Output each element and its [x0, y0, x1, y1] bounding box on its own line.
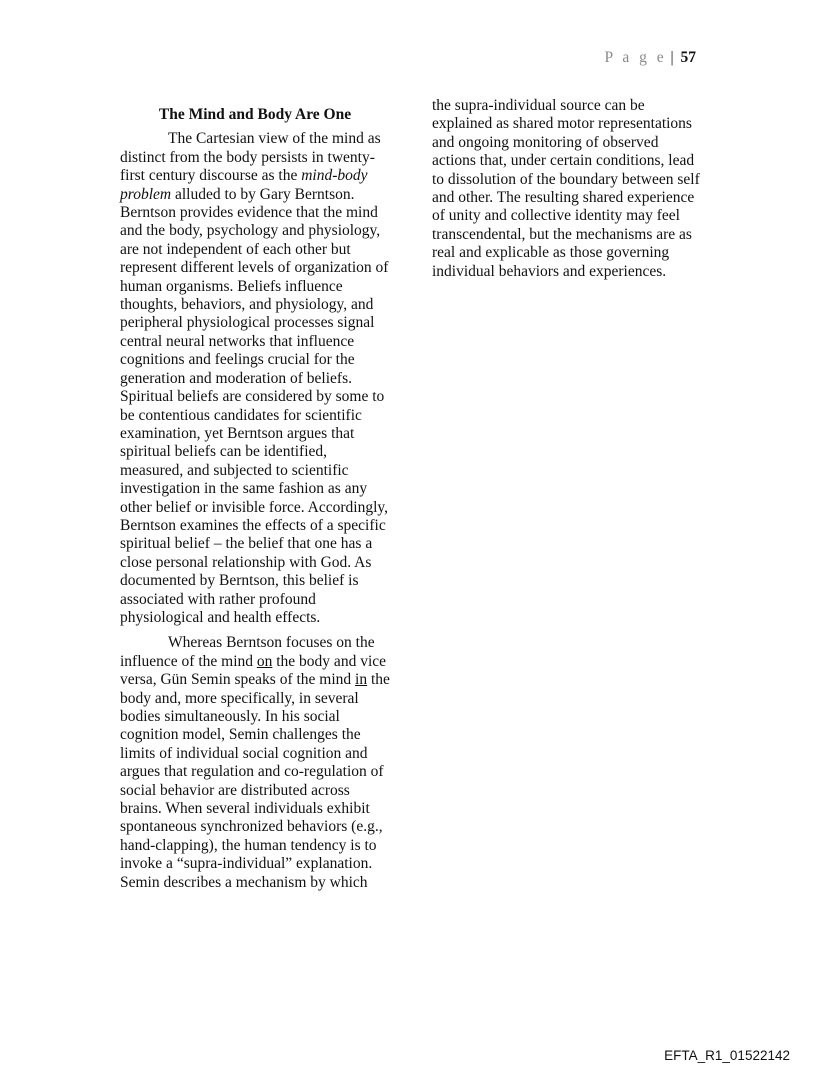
underlined-text: in: [355, 671, 368, 689]
right-column: [432, 97, 702, 288]
paragraph: the supra-individual source can be explained as shared motor representations and ongoing monitoring of observed actions that, under certain conditions, lead to dissolution of the boundary between self and other. The resulting shared experience of unity and collective identity may feel transcendental, but the mechanisms are as real and explicable as those governing individual behaviors and experiences.: [432, 97, 700, 280]
paragraph-text: The Cartesian view of the mind as distinct from the body persists in twenty-first century discourse as the: [120, 130, 381, 185]
emphasis-text: mind-body problem: [120, 167, 368, 203]
underlined-text: on: [256, 652, 273, 670]
page-header: [604, 49, 696, 67]
page-separator: |: [670, 49, 674, 66]
page-label: P a g e: [604, 49, 667, 66]
left-column: [120, 97, 390, 899]
paragraph: [120, 634, 390, 892]
section-heading: The Mind and Body Are One: [158, 106, 352, 123]
paragraph-text: the body and vice versa, Gün Semin speaks of the mind: [120, 652, 387, 689]
paragraph: [120, 130, 390, 627]
paragraph-text: Whereas Berntson focuses on the influence of the mind: [120, 634, 375, 670]
document-id: EFTA_R1_01522142: [664, 1048, 790, 1063]
page-number: 57: [680, 49, 696, 66]
paragraph-text: alluded to by Gary Berntson. Berntson provides evidence that the mind and the body, psychology and physiology, are not independent of each other but represent different levels of organization of human organisms. Beliefs influence thoughts, behaviors, and physiology, and peripheral physiological processes signal central neural networks that influence cognitions and feelings crucial for the generation and moderation of beliefs. Spiritual beliefs are considered by some to be contentious candidates for scientific examination, yet Berntson argues that spiritual beliefs can be identified, measured, and subjected to scientific investigation in the same fashion as any other belief or invisible force. Accordingly, Berntson examines the effects of a specific spiritual belief – the belief that one has a close personal relationship with God. As documented by Berntson, this belief is associated with rather profound physiological and health effects.: [120, 185, 389, 626]
paragraph-text: the body and, more specifically, in several bodies simultaneously. In his social cognition model, Semin challenges the limits of individual social cognition and argues that regulation and co-regulation of social behavior are distributed across brains. When several individuals exhibit spontaneous synchronized behaviors (e.g., hand-clapping), the human tendency is to invoke a “supra-individual” explanation. Semin describes a mechanism by which: [120, 671, 390, 891]
